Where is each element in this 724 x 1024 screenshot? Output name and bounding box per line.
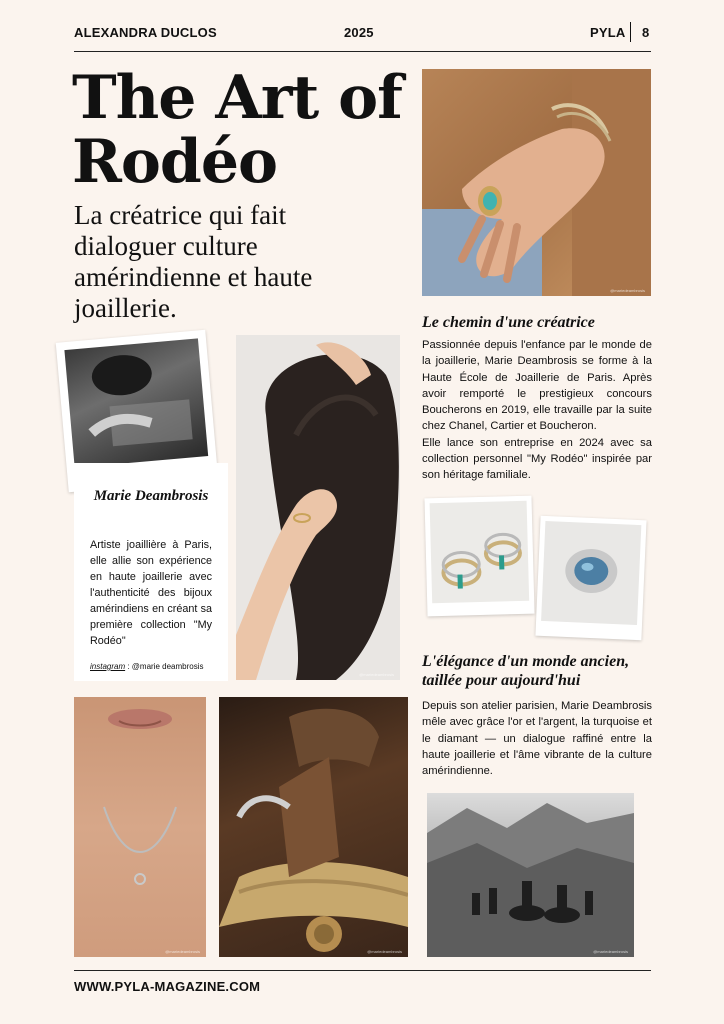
instagram-label[interactable]: instagram: [90, 662, 126, 671]
hand-ring-illustration: [422, 69, 651, 296]
page-title: [72, 63, 432, 197]
header-divider: [630, 22, 631, 42]
section1-text-2: Elle lance son entreprise en 2024 avec sa collection personnel "My Rodéo" inspirée par son héritage familiale.: [422, 436, 652, 482]
profile-instagram: [90, 662, 220, 671]
photo-hair-ring: [236, 335, 400, 680]
instagram-handle: : @marie deambrosis: [125, 662, 204, 671]
photo-hand-ring: [422, 69, 651, 296]
section1-paragraph: [422, 337, 652, 484]
page-subtitle: La créatrice qui fait dialoguer culture amérindienne et haute joaillerie.: [74, 200, 313, 323]
header-year: 2025: [344, 25, 374, 40]
section2-paragraph: Depuis son atelier parisien, Marie Deambrosis mêle avec grâce l'or et l'argent, la turquoise et le diamant — un dialogue raffiné entre la haute joaillerie et l'âme vibrante de la culture amérindienne.: [422, 700, 652, 778]
header-rule: [74, 51, 651, 52]
photo-credit: @mariedeambrosis: [593, 949, 628, 954]
photo-rings-polaroid: [424, 496, 534, 617]
photo-saddle: [219, 697, 408, 957]
photo-credit: @mariedeambrosis: [610, 288, 645, 293]
photo-credit: @mariedeambrosis: [165, 949, 200, 954]
photo-credit: @mariedeambrosis: [359, 672, 394, 677]
footer-url[interactable]: WWW.PYLA-MAGAZINE.COM: [74, 979, 261, 994]
footer-rule: [74, 970, 651, 971]
page-title-line1: The Art of: [72, 63, 402, 133]
photo-credit: @mariedeambrosis: [367, 949, 402, 954]
header-author: ALEXANDRA DUCLOS: [74, 25, 217, 40]
profile-name: Marie Deambrosis: [93, 488, 209, 504]
photo-stone-ring-polaroid: [535, 516, 646, 641]
page-number: 8: [642, 25, 650, 40]
section1-heading: Le chemin d'une créatrice: [422, 314, 595, 331]
profile-bio: Artiste joaillière à Paris, elle allie son expérience en haute joaillerie avec l'authenticité des bijoux amérindiens en créant sa première collection "My Rodéo": [90, 539, 212, 647]
photo-neck-necklace: [74, 697, 206, 957]
section2-heading: L'élégance d'un monde ancien, taillée pour aujourd'hui: [422, 653, 630, 689]
header-magazine: PYLA: [590, 25, 626, 40]
page-title-line2: Rodéo: [72, 127, 278, 197]
photo-riders-mountains: [427, 793, 634, 957]
section1-text-1: Passionnée depuis l'enfance par le monde de la joaillerie, Marie Deambrosis se forme à la Haute École de Joaillerie de Paris. Après avoir remporté le prestigieux concours Boucherons en 2019, elle travaille par la suite chez Chanel, Cartier et Boucheron.: [422, 339, 652, 433]
